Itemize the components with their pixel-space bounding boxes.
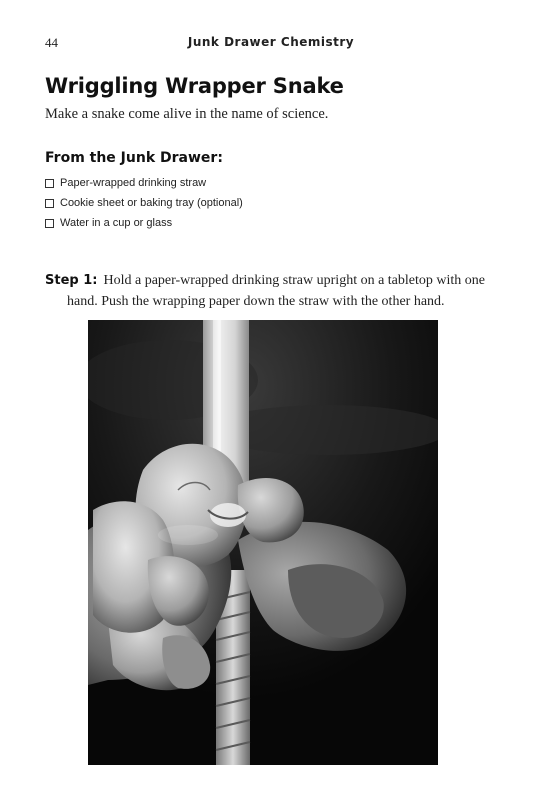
- step-text: Hold a paper-wrapped drinking straw upright on a tabletop with one hand. Push the wrapping paper down the straw with the other hand.: [67, 273, 485, 309]
- checkbox-icon: [45, 179, 54, 188]
- materials-item: [45, 213, 243, 233]
- materials-item: [45, 193, 243, 213]
- step-label: Step 1:: [45, 273, 98, 288]
- checkbox-icon: [45, 219, 54, 228]
- activity-title: Wriggling Wrapper Snake: [45, 74, 344, 98]
- materials-list: [45, 173, 243, 233]
- materials-item-label: Cookie sheet or baking tray (optional): [60, 197, 243, 209]
- checkbox-icon: [45, 199, 54, 208]
- materials-item-label: Water in a cup or glass: [60, 217, 173, 229]
- materials-item-label: Paper-wrapped drinking straw: [60, 177, 207, 189]
- materials-item: [45, 173, 243, 193]
- materials-heading: From the Junk Drawer:: [45, 150, 223, 166]
- photo-hand-straw: [88, 320, 438, 765]
- running-head: Junk Drawer Chemistry: [187, 35, 355, 49]
- page-number: 44: [45, 35, 58, 50]
- activity-subtitle: Make a snake come alive in the name of science.: [45, 106, 329, 122]
- step-1: [45, 270, 517, 312]
